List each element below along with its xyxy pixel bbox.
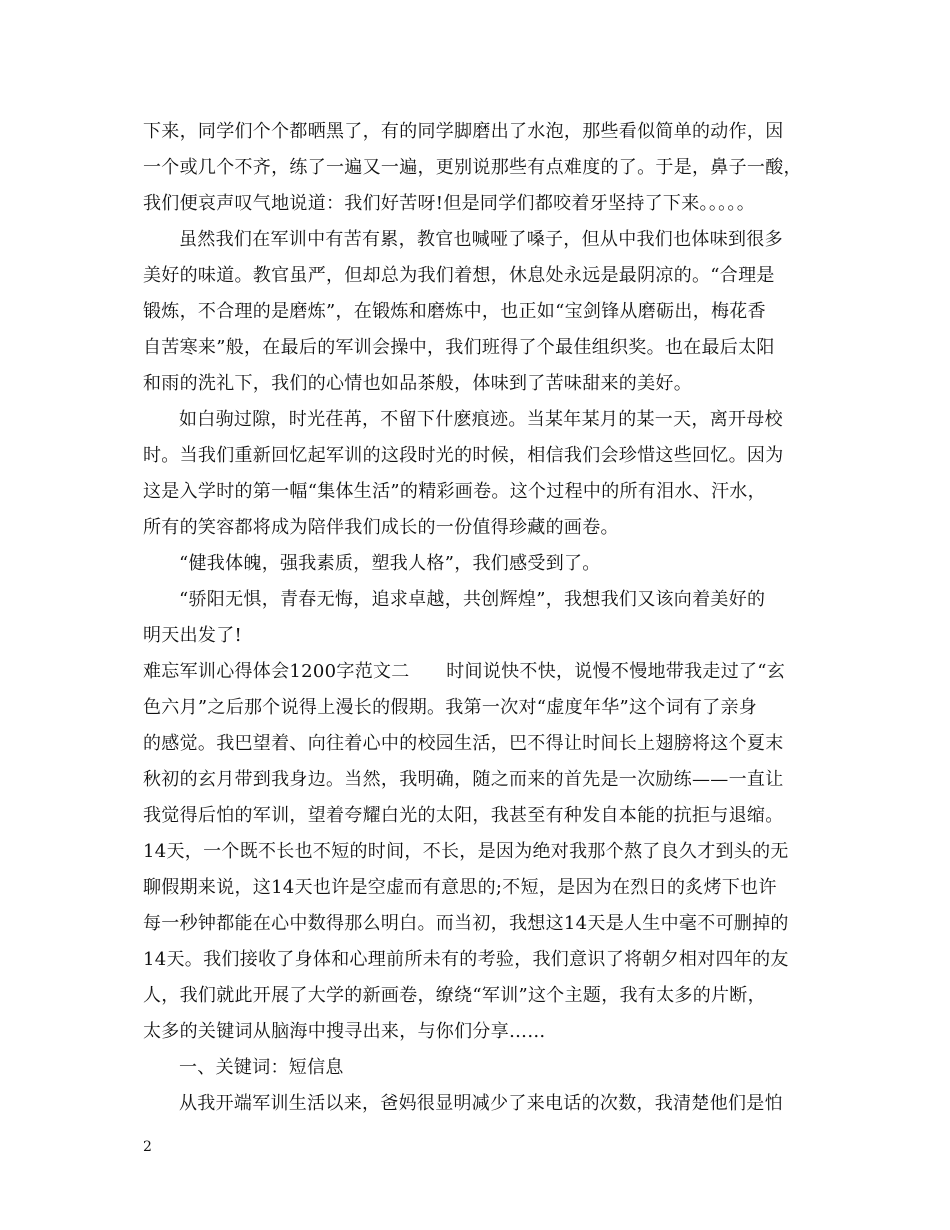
text-line: 锻炼，不合理的是磨炼”，在锻炼和磨炼中，也正如“宝剑锋从磨砺出，梅花香 xyxy=(143,301,766,322)
text-line: 难忘军训心得体会1200字范文二 时间说快不快，说慢不慢地带我走过了“玄 xyxy=(143,661,786,682)
section-heading: 一、关键词：短信息 xyxy=(179,1057,344,1078)
text-line: 我觉得后怕的军训，望着夸耀白光的太阳，我甚至有种发自本能的抗拒与退缩。 xyxy=(143,805,784,826)
text-line: 14天。我们接收了身体和心理前所未有的考验，我们意识了将朝夕相对四年的友 xyxy=(143,949,789,970)
text-line: 如白驹过隙，时光荏苒，不留下什麽痕迹。当某年某月的某一天，离开母校 xyxy=(179,409,783,430)
text-line: 的感觉。我巴望着、向往着心中的校园生活，巴不得让时间长上翅膀将这个夏末 xyxy=(143,733,784,754)
text-line: 人，我们就此开展了大学的新画卷，缭绕“军训”这个主题，我有太多的片断， xyxy=(143,985,766,1006)
text-line: 秋初的玄月带到我身边。当然，我明确，随之而来的首先是一次励练——一直让 xyxy=(143,769,784,790)
text-line: 下来，同学们个个都晒黑了，有的同学脚磨出了水泡，那些看似简单的动作，因 xyxy=(143,121,784,142)
text-line: 虽然我们在军训中有苦有累，教官也喊哑了嗓子，但从中我们也体味到很多 xyxy=(179,229,783,250)
text-line: 所有的笑容都将成为陪伴我们成长的一份值得珍藏的画卷。 xyxy=(143,517,619,538)
text-line: 美好的味道。教官虽严，但却总为我们着想，休息处永远是最阴凉的。“合理是 xyxy=(143,265,775,286)
text-line: 明天出发了! xyxy=(143,625,243,646)
text-line: 一个或几个不齐，练了一遍又一遍，更别说那些有点难度的了。于是，鼻子一酸， xyxy=(143,157,802,178)
text-line: 14天，一个既不长也不短的时间，不长，是因为绝对我那个熬了良久才到头的无 xyxy=(143,841,789,862)
text-line: “健我体魄，强我素质，塑我人格”，我们感受到了。 xyxy=(179,553,601,574)
text-line: “骄阳无惧，青春无悔，追求卓越，共创辉煌”，我想我们又该向着美好的 xyxy=(179,589,766,610)
text-line: 从我开端军训生活以来，爸妈很显明减少了来电话的次数，我清楚他们是怕 xyxy=(179,1093,783,1114)
text-line: 太多的关键词从脑海中搜寻出来，与你们分享…… xyxy=(143,1021,546,1042)
text-line: 色六月”之后那个说得上漫长的假期。我第一次对“虚度年华”这个词有了亲身 xyxy=(143,697,758,718)
text-line: 这是入学时的第一幅“集体生活”的精彩画卷。这个过程中的所有泪水、汗水， xyxy=(143,481,766,502)
text-line: 和雨的洗礼下，我们的心情也如品茶般，体味到了苦味甜来的美好。 xyxy=(143,373,692,394)
page-number: 2 xyxy=(143,1139,152,1155)
text-line: 自苦寒来”般，在最后的军训会操中，我们班得了个最佳组织奖。也在最后太阳 xyxy=(143,337,775,358)
text-line: 聊假期来说，这14天也许是空虚而有意思的;不短，是因为在烈日的炙烤下也许 xyxy=(143,877,777,898)
text-line: 每一秒钟都能在心中数得那么明白。而当初，我想这14天是人生中毫不可删掉的 xyxy=(143,913,789,934)
text-line: 我们便哀声叹气地说道：我们好苦呀!但是同学们都咬着牙坚持了下来。。。。。 xyxy=(143,193,756,214)
text-line: 时。当我们重新回忆起军训的这段时光的时候，相信我们会珍惜这些回忆。因为 xyxy=(143,445,784,466)
